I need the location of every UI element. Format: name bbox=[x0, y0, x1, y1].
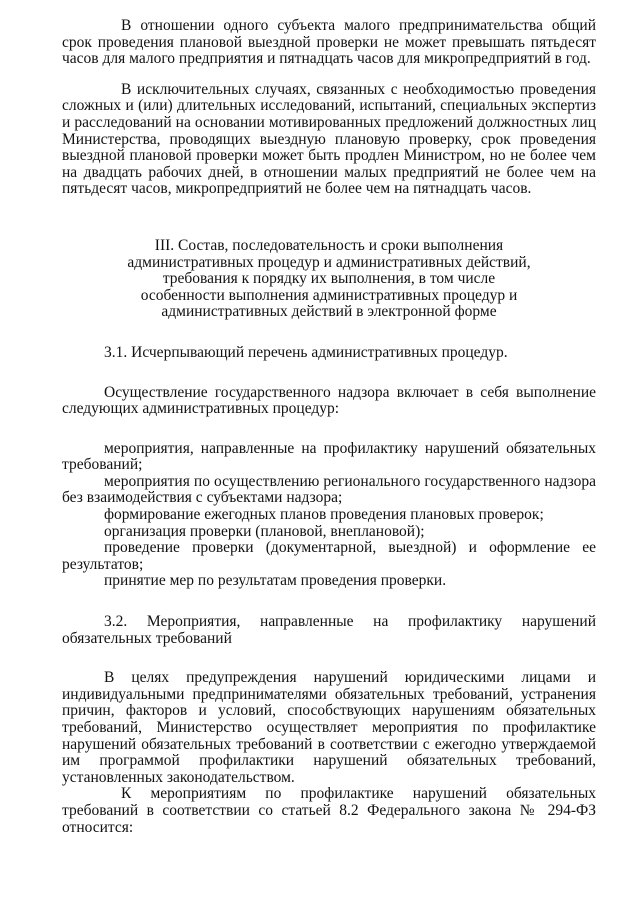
section-heading-line-2: административных процедур и административных действий, bbox=[127, 253, 531, 271]
paragraph-procedures-intro: Осуществление государственного надзора включает в себя выполнение следующих административных процедур: bbox=[62, 383, 596, 418]
list-item: мероприятия, направленные на профилактику нарушений обязательных требований; bbox=[62, 439, 596, 474]
document-page bbox=[62, 18, 596, 836]
list-item: проведение проверки (документарной, выездной) и оформление ее результатов; bbox=[62, 539, 596, 573]
section-heading-line-1: III. Состав, последовательность и сроки выполнения bbox=[154, 236, 504, 254]
paragraph-exceptional-cases: В исключительных случаях, связанных с необходимостью проведения сложных и (или) длительных исследований, испытаний, специальных экспертиз и расследований на основании мотивированных предложений должностных лиц Министерства, проводящих выездную плановую проверку, срок проведения выездной плановой проверки может быть продлен Министром, но не более чем на двадцать рабочих дней, в отношении малых предприятий не более чем на пятьдесят часов, микропредприятий не более чем на пятнадцать часов. bbox=[62, 80, 596, 198]
paragraph-small-business-limit: В отношении одного субъекта малого предпринимательства общий срок проведения плановой выездной проверки не может превышать пятьдесят часов для малого предприятия и пятнадцать часов для микропредприятий в год. bbox=[62, 17, 596, 68]
section-heading-iii bbox=[62, 238, 596, 321]
list-item: принятие мер по результатам проведения проверки. bbox=[104, 572, 447, 590]
list-item: формирование ежегодных планов проведения плановых проверок; bbox=[104, 506, 544, 524]
section-heading-line-5: административных действий в электронной форме bbox=[161, 303, 497, 321]
paragraph-prevention-measures: К мероприятиям по профилактике нарушений обязательных требований в соответствии со статьей 8.2 Федерального закона № 294-ФЗ относится: bbox=[62, 785, 596, 836]
section-heading-line-4: особенности выполнения административных процедур и bbox=[140, 286, 518, 304]
subsection-3-2-title: 3.2. Мероприятия, направленные на профилактику нарушений обязательных требований bbox=[62, 613, 596, 647]
section-heading-line-3: требования к порядку их выполнения, в том числе bbox=[162, 270, 496, 288]
subsection-3-1-title: 3.1. Исчерпывающий перечень административных процедур. bbox=[104, 343, 508, 361]
procedures-list bbox=[62, 441, 596, 590]
list-item: организация проверки (плановой, внеплановой); bbox=[104, 522, 425, 540]
list-item: мероприятия по осуществлению регионального государственного надзора без взаимодействия с субъектами надзора; bbox=[62, 472, 596, 507]
paragraph-prevention-program: В целях предупреждения нарушений юридическими лицами и индивидуальными предпринимателями обязательных требований, устранения причин, факторов и условий, способствующих нарушениям обязательных требований, Министерство осуществляет мероприятия по профилактике нарушений обязательных требований в соответствии с ежегодно утверждаемой им программой профилактики нарушений обязательных требований, установленных законодательством. bbox=[62, 669, 596, 786]
